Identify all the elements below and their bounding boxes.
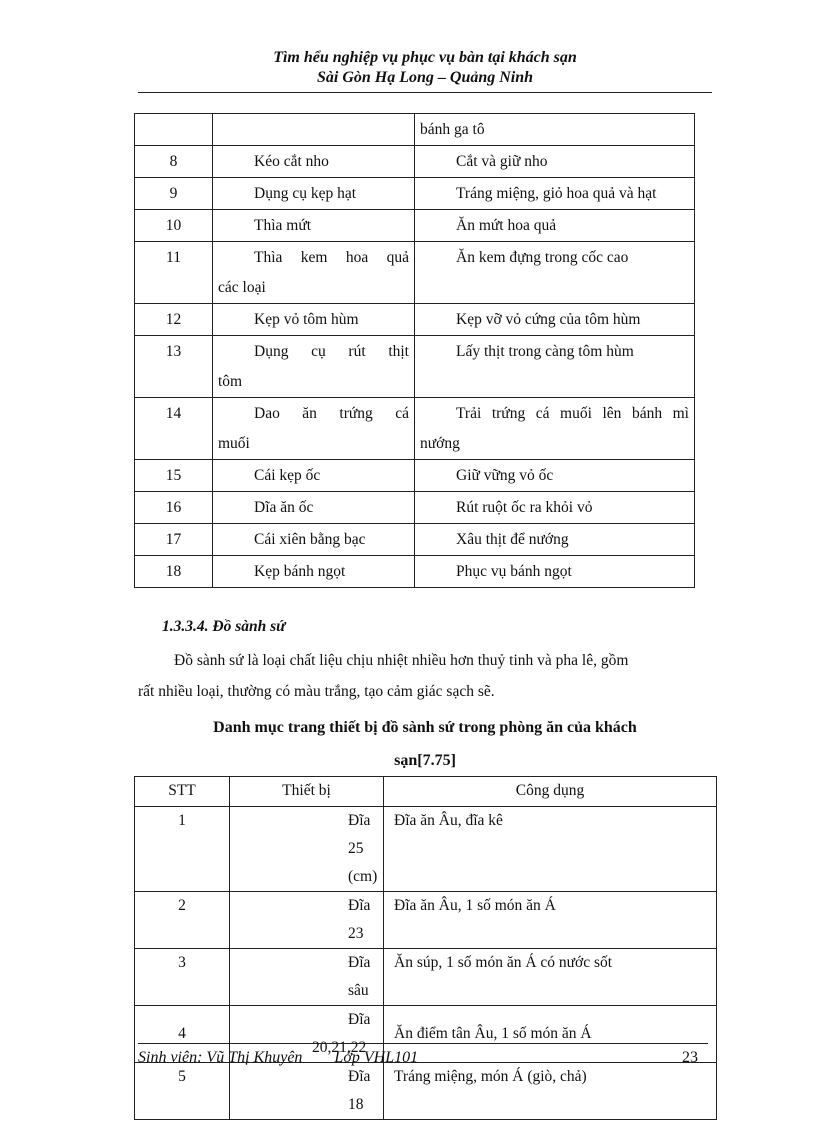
cell-use: Ăn điểm tân Âu, 1 số món ăn Á [384, 1006, 717, 1063]
cell-no: 4 [135, 1006, 230, 1063]
cell-item-line2: các loại [218, 279, 266, 296]
caption-line2: sạn[7.75] [394, 752, 456, 769]
table-row [135, 807, 717, 892]
cell-use: Ăn kem đựng trong cốc cao [456, 249, 629, 266]
table-caption [150, 711, 700, 777]
header-title-line1: Tìm hểu nghiệp vụ phục vụ bàn tại khách sạn [273, 49, 577, 66]
cell-use: bánh ga tô [415, 114, 695, 146]
cell-use: Đĩa ăn Âu, 1 số món ăn Á [384, 892, 717, 949]
cell-use: Ăn súp, 1 số món ăn Á có nước sốt [384, 949, 717, 1006]
cell-no: 8 [135, 146, 213, 178]
cell-item: Đĩa 23 [230, 892, 384, 949]
paragraph-line1: Đồ sành sứ là loại chất liệu chịu nhiệt nhiều hơn thuỷ tinh và pha lê, gồm [174, 652, 629, 669]
cell-use: Cắt và giữ nho [456, 153, 548, 170]
cell-item: Kéo cắt nho [254, 153, 329, 170]
cell-item: Đĩa 25 (cm) [230, 807, 384, 892]
table-row [135, 210, 695, 242]
cell-use: Ăn mứt hoa quả [456, 217, 557, 234]
cell-item: Thìa mứt [254, 217, 312, 234]
cell-no: 3 [135, 949, 230, 1006]
cell-no: 13 [135, 336, 213, 398]
cell-no: 2 [135, 892, 230, 949]
cell-item: Kẹp vỏ tôm hùm [254, 311, 359, 328]
cell-item-line1: Dụng cụ rút thịt [254, 343, 409, 360]
cell-use: Rút ruột ốc ra khỏi vỏ [456, 499, 593, 516]
table-row [135, 892, 717, 949]
cell-no: 11 [135, 242, 213, 304]
cell-item-line2: 20,21,22 [312, 1039, 367, 1056]
cell-no [135, 114, 213, 146]
cell-no: 15 [135, 460, 213, 492]
cell-no: 12 [135, 304, 213, 336]
header-stt: STT [135, 777, 230, 807]
table-row [135, 304, 695, 336]
cell-use: Đĩa ăn Âu, đĩa kê [384, 807, 717, 892]
page-header [138, 48, 712, 93]
cell-use: Kẹp vỡ vỏ cứng của tôm hùm [456, 311, 641, 328]
cell-use: Tráng miệng, món Á (giò, chả) [384, 1063, 717, 1120]
cell-use: Giữ vững vỏ ốc [456, 467, 554, 484]
footer-class: Lớp VHL101 [334, 1049, 419, 1066]
table-row [135, 242, 695, 304]
cell-item: Cái xiên bằng bạc [254, 531, 366, 548]
cell-no: 9 [135, 178, 213, 210]
cell-item [213, 114, 415, 146]
paragraph-line2: rất nhiều loại, thường có màu trắng, tạo cảm giác sạch sẽ. [138, 683, 495, 700]
header-title-line2: Sài Gòn Hạ Long – Quảng Ninh [316, 69, 534, 86]
cell-no: 5 [135, 1063, 230, 1120]
porcelain-table [134, 776, 717, 1120]
caption-line1: Danh mục trang thiết bị đồ sành sứ trong phòng ăn của khách [213, 719, 637, 736]
table-row [135, 949, 717, 1006]
table-row [135, 398, 695, 460]
table-row [135, 556, 695, 588]
cell-item-line1: Dao ăn trứng cá [254, 405, 409, 422]
cell-use-line2: nướng [420, 435, 460, 452]
cell-no: 14 [135, 398, 213, 460]
cell-item-line2: tôm [218, 373, 243, 390]
section-paragraph [138, 645, 716, 707]
table-row [135, 1063, 717, 1120]
header-use: Công dụng [384, 777, 717, 807]
footer-student: Sinh viên: Vũ Thị Khuyên [138, 1049, 303, 1066]
section-heading: 1.3.3.4. Đồ sành sứ [162, 618, 286, 635]
cell-no: 16 [135, 492, 213, 524]
cell-item-line2: muối [218, 435, 250, 452]
cell-no: 1 [135, 807, 230, 892]
cell-no: 10 [135, 210, 213, 242]
cell-item: Cái kẹp ốc [254, 467, 321, 484]
cell-item: Kẹp bánh ngọt [254, 563, 346, 580]
cell-use: Tráng miệng, giỏ hoa quả và hạt [456, 185, 657, 202]
header-item: Thiết bị [230, 777, 384, 807]
page-number: 23 [682, 1049, 698, 1066]
cell-no: 17 [135, 524, 213, 556]
table-row [135, 336, 695, 398]
table-row [135, 492, 695, 524]
cell-item: Dụng cụ kẹp hạt [254, 185, 357, 202]
cell-item: Đĩa 18 [230, 1063, 384, 1120]
utensil-table [134, 113, 695, 588]
cell-item-line1: Đĩa [348, 1011, 371, 1028]
table-row [135, 146, 695, 178]
cell-item: Dĩa ăn ốc [254, 499, 314, 516]
cell-no: 18 [135, 556, 213, 588]
cell-use-line1: Trải trứng cá muối lên bánh mì [456, 405, 689, 422]
table-row [135, 460, 695, 492]
table-header-row [135, 777, 717, 807]
table-row [135, 178, 695, 210]
cell-item-line1: Thìa kem hoa quả [254, 249, 409, 266]
cell-item: Đĩa sâu [230, 949, 384, 1006]
table-row [135, 114, 695, 146]
page-footer [138, 1043, 708, 1068]
table-row [135, 524, 695, 556]
cell-use: Xâu thịt để nướng [456, 531, 569, 548]
cell-use: Phục vụ bánh ngọt [456, 563, 572, 580]
cell-use: Lấy thịt trong càng tôm hùm [456, 343, 634, 360]
